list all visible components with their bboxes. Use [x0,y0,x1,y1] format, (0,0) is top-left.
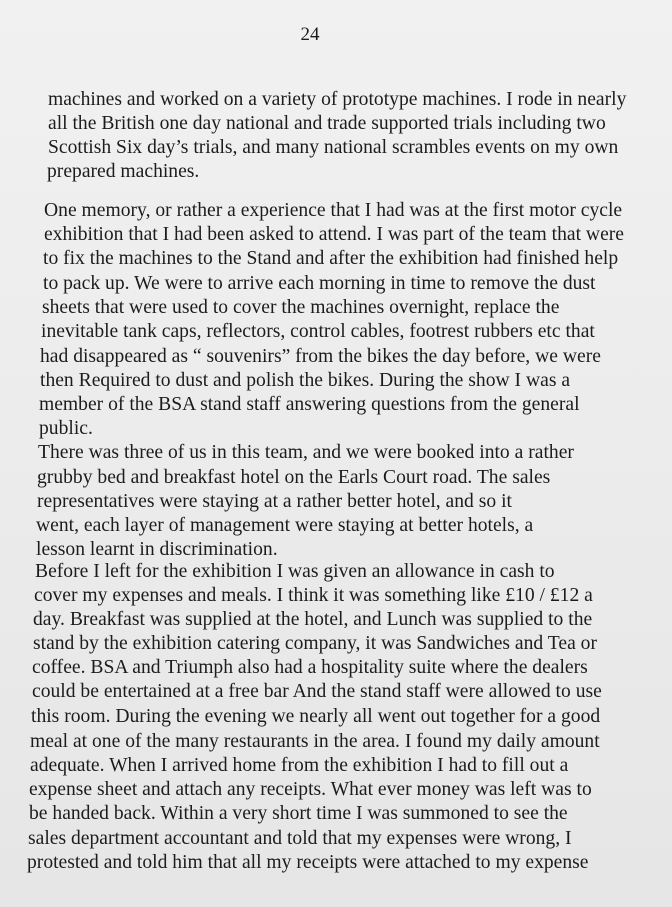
text-line: be handed back. Within a very short time I was summoned to see the [29,803,568,824]
text-line: meal at one of the many restaurants in the area. I found my daily amount [30,731,600,752]
text-line: member of the BSA stand staff answering questions from the general [39,394,580,415]
text-line: machines and worked on a variety of prototype machines. I rode in nearly [48,89,627,110]
text-line: There was three of us in this team, and we were booked into a rather [38,442,574,463]
text-line: expense sheet and attach any receipts. What ever money was left was to [29,779,592,800]
text-line: grubby bed and breakfast hotel on the Earls Court road. The sales [37,467,551,488]
text-line: stand by the exhibition catering company, it was Sandwiches and Tea or [33,633,597,654]
text-line: Before I left for the exhibition I was given an allowance in cash to [35,561,555,582]
text-line: had disappeared as “ souvenirs” from the bikes the day before, we were [40,346,601,367]
text-line: public. [39,418,93,439]
text-line: representatives were staying at a rather better hotel, and so it [37,491,512,512]
text-line: One memory, or rather a experience that I had was at the first motor cycle [44,200,623,221]
text-line: all the British one day national and trade supported trials including two [48,113,606,134]
text-line: exhibition that I had been asked to attend. I was part of the team that were [44,224,624,245]
text-line: sheets that were used to cover the machines overnight, replace the [42,297,560,318]
text-line: to fix the machines to the Stand and after the exhibition had finished help [43,248,619,269]
text-line: day. Breakfast was supplied at the hotel, and Lunch was supplied to the [33,609,593,630]
text-line: sales department accountant and told that my expenses were wrong, I [28,828,572,849]
text-line: Scottish Six day’s trials, and many national scrambles events on my own [48,137,619,158]
text-line: then Required to dust and polish the bikes. During the show I was a [40,370,571,391]
page-number: 24 [300,24,320,45]
text-line: prepared machines. [47,161,200,182]
text-line: inevitable tank caps, reflectors, control cables, footrest rubbers etc that [41,321,595,342]
text-line: adequate. When I arrived home from the exhibition I had to fill out a [30,755,569,776]
text-line: coffee. BSA and Triumph also had a hospitality suite where the dealers [32,657,588,678]
text-line: went, each layer of management were staying at better hotels, a [36,515,534,536]
text-line: lesson learnt in discrimination. [36,539,278,560]
text-line: protested and told him that all my receipts were attached to my expense [27,852,589,873]
text-line: this room. During the evening we nearly all went out together for a good [31,706,601,727]
text-line: could be entertained at a free bar And the stand staff were allowed to use [32,681,602,702]
text-line: cover my expenses and meals. I think it was something like £10 / £12 a [34,585,593,606]
text-line: to pack up. We were to arrive each morning in time to remove the dust [43,273,596,294]
